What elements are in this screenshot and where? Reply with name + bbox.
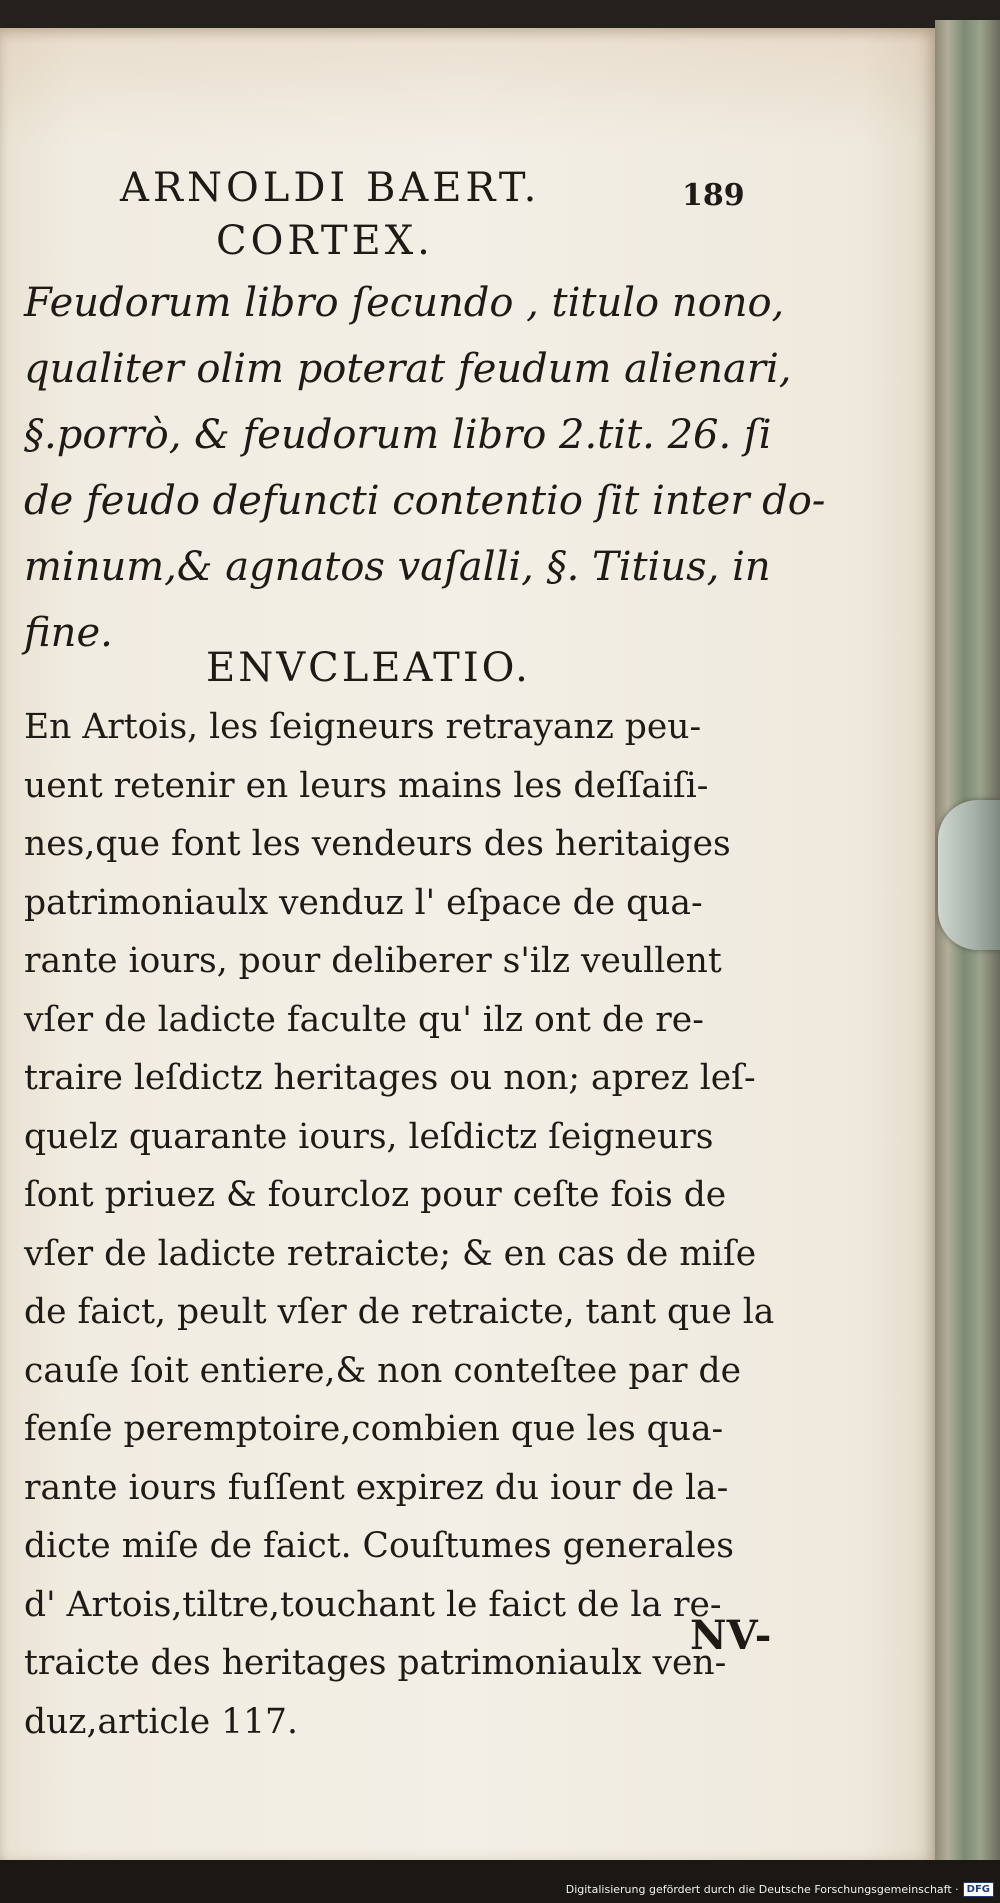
french-line: En Artois, les ſeigneurs retrayanz peu- (24, 707, 702, 747)
latin-paragraph (24, 270, 826, 666)
digitization-credit (566, 1882, 994, 1897)
french-line: ſont priuez & fourcloz pour ceſte fois de (24, 1175, 727, 1215)
french-line: vſer de ladicte retraicte; & en cas de miſe (24, 1233, 757, 1274)
french-line: vſer de ladicte faculte qu' ilz ont de re- (24, 999, 704, 1040)
french-line: cauſe ſoit entiere,& non conteſtee par de (24, 1350, 741, 1391)
french-line: d' Artois,tiltre,touchant le faict de la re- (24, 1584, 722, 1625)
french-line: traicte des heritages patrimoniaulx ven- (24, 1643, 727, 1683)
french-line: quelz quarante iours, leſdictz ſeigneurs (24, 1116, 714, 1157)
french-paragraph (24, 698, 784, 1751)
latin-line: de feudo defuncti contentio ſit inter do- (24, 478, 826, 524)
book-clasp (938, 800, 1000, 950)
latin-line: qualiter olim poterat feudum alienari, (24, 346, 792, 392)
french-line: rante iours, pour deliberer s'ilz veullent (24, 941, 722, 981)
page-number: 189 (682, 178, 745, 213)
french-line: traire leſdictz heritages ou non; aprez leſ- (24, 1058, 756, 1098)
french-line: de faict, peult vſer de retraicte, tant que la (24, 1292, 775, 1332)
paper-stain (0, 28, 935, 148)
credit-text: Digitalisierung gefördert durch die Deutsche Forschungsgemeinschaft · (565, 1883, 959, 1896)
running-head: ARNOLDI BAERT. (120, 165, 541, 211)
french-line: dicte miſe de faict. Couſtumes generales (24, 1526, 734, 1566)
french-line: fenſe peremptoire,combien que les qua- (24, 1409, 724, 1449)
dfg-logo: DFG (963, 1882, 994, 1897)
section-title: ENVCLEATIO. (206, 645, 531, 691)
french-line: rante iours fuſſent expirez du iour de la- (24, 1467, 729, 1508)
french-line: uent retenir en leurs mains les deſſaiſi- (24, 765, 709, 806)
subhead: CORTEX. (216, 218, 434, 264)
latin-line: minum,& agnatos vaſalli, §. Titius, in (24, 544, 771, 590)
french-line: patrimoniaulx venduz l' eſpace de qua- (24, 882, 703, 923)
latin-line: Feudorum libro ſecundo , titulo nono, (24, 280, 785, 326)
latin-line: fine. (24, 610, 113, 656)
catchword: NV- (690, 1612, 772, 1659)
latin-line: §.porrò, & feudorum libro 2.tit. 26. ſi (24, 412, 772, 458)
french-line: duz,article 117. (24, 1701, 298, 1742)
french-line: nes,que font les vendeurs des heritaiges (24, 824, 731, 864)
